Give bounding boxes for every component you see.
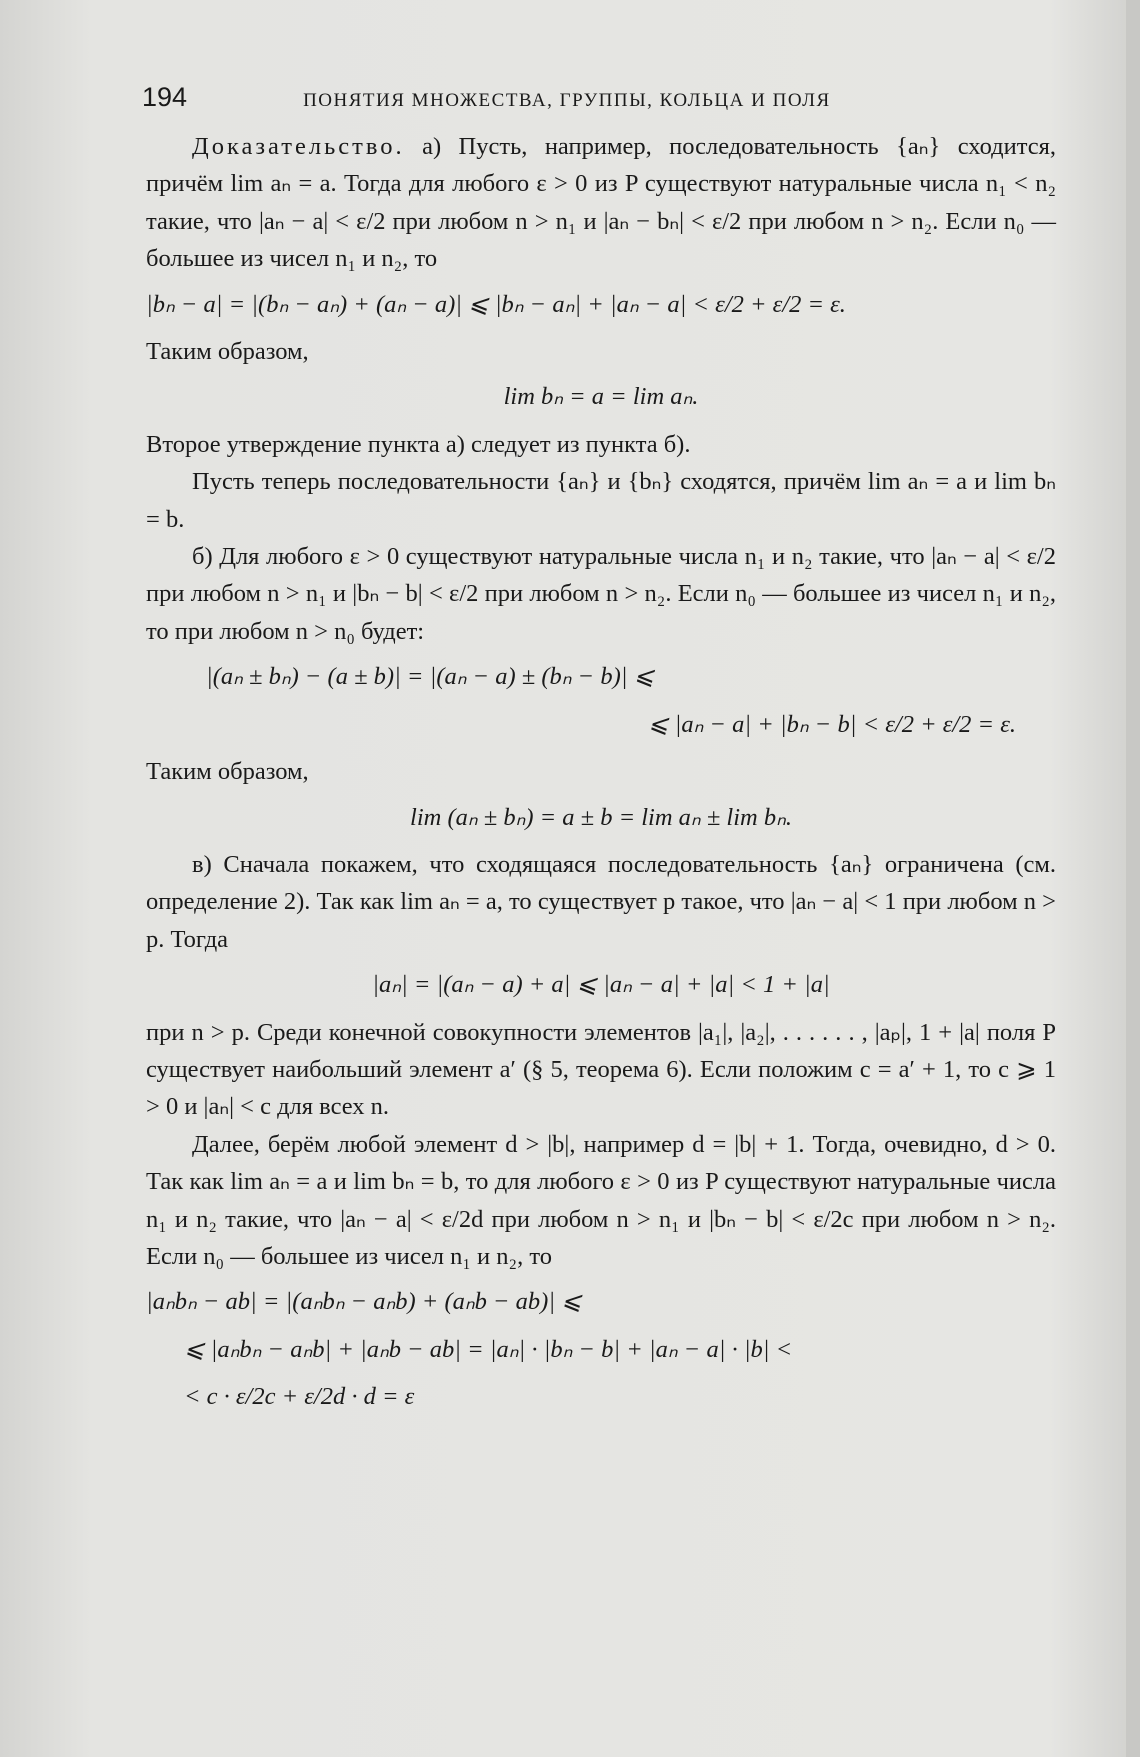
equation-6a: |aₙbₙ − ab| = |(aₙbₙ − aₙb) + (aₙb − ab)| ⩽	[146, 1288, 582, 1316]
paragraph-thus-1: Таким образом,	[146, 338, 309, 366]
equation-1: |bₙ − a| = |(bₙ − aₙ) + (aₙ − a)| ⩽ |bₙ − aₙ| + |aₙ − a| < ε/2 + ε/2 = ε.	[146, 290, 846, 318]
page-header	[142, 82, 1062, 113]
page-edge	[1126, 0, 1140, 1757]
equation-5: |aₙ| = |(aₙ − a) + a| ⩽ |aₙ − a| + |a| < 1 + |a|	[372, 971, 830, 999]
paragraph-c: в) Сначала покажем, что сходящаяся последовательность {aₙ} ограничена (см. определение 2). Так как lim aₙ = a, то существует p такое, что |aₙ − a| < 1 при любом n > p. Тогда	[146, 850, 1056, 953]
paragraph-c-continued: при n > p. Среди конечной совокупности элементов |a₁|, |a₂|, . . . . . . , |aₚ|, 1 + |a| поля P существует наибольший элемент a′ (§ 5, теорема 6). Если положим c = a′ + 1, то c ⩾ 1 > 0 и |aₙ| < c для всех n.	[146, 1018, 1056, 1121]
equation-4: lim (aₙ ± bₙ) = a ± b = lim aₙ ± lim bₙ.	[410, 803, 792, 831]
paragraph-b: б) Для любого ε > 0 существуют натуральные числа n₁ и n₂ такие, что |aₙ − a| < ε/2 при любом n > n₁ и |bₙ − b| < ε/2 при любом n > n₂. Если n₀ — большее из чисел n₁ и n₂, то при любом n > n₀ будет:	[146, 543, 1056, 645]
equation-2: lim bₙ = a = lim aₙ.	[503, 383, 699, 411]
equation-6b: ⩽ |aₙbₙ − aₙb| + |aₙb − ab| = |aₙ| · |bₙ − b| + |aₙ − a| · |b| <	[184, 1335, 793, 1363]
paragraph-let-now: Пусть теперь последовательности {aₙ} и {bₙ} сходятся, причём lim aₙ = a и lim bₙ = b.	[146, 468, 1056, 533]
running-head: ПОНЯТИЯ МНОЖЕСТВА, ГРУППЫ, КОЛЬЦА И ПОЛЯ	[303, 90, 831, 111]
equation-3a: |(aₙ ± bₙ) − (a ± b)| = |(aₙ − a) ± (bₙ − b)| ⩽	[206, 663, 655, 691]
paragraph-further: Далее, берём любой элемент d > |b|, например d = |b| + 1. Тогда, очевидно, d > 0. Так как lim aₙ = a и lim bₙ = b, то для любого ε > 0 из P существуют натуральные числа n₁ и n₂ такие, что |aₙ − a| < ε/2d при любом n > n₁ и |bₙ − b| < ε/2c при любом n > n₂. Если n₀ — большее из чисел n₁ и n₂, то	[146, 1130, 1056, 1270]
page-body	[146, 128, 1056, 1426]
paragraph-second-claim: Второе утверждение пункта а) следует из пункта б).	[146, 430, 691, 458]
equation-3b: ⩽ |aₙ − a| + |bₙ − b| < ε/2 + ε/2 = ε.	[647, 710, 1016, 738]
paragraph-proof-a	[146, 128, 1056, 278]
paragraph-thus-2: Таким образом,	[146, 758, 309, 786]
proof-label: Доказательство.	[192, 133, 405, 160]
page-number: 194	[142, 82, 188, 112]
paragraph-text: а) Пусть, например, последовательность {aₙ} сходится, причём lim aₙ = a. Тогда для любого ε > 0 из P существуют натуральные числа n₁ < n₂ такие, что |aₙ − a| < ε/2 при любом n > n₁ и |aₙ − bₙ| < ε/2 при любом n > n₂. Если n₀ — большее из чисел n₁ и n₂, то	[146, 133, 1056, 273]
equation-6c: < c · ε/2c + ε/2d · d = ε	[184, 1383, 415, 1411]
